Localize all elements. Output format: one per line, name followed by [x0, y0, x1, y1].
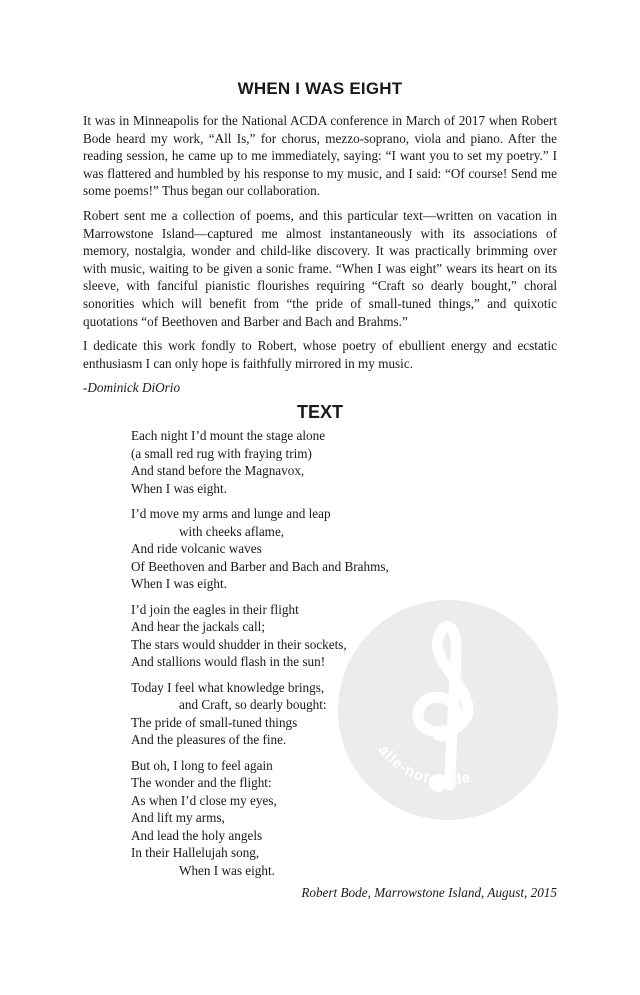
poem-line: Today I feel what knowledge brings, [131, 679, 325, 695]
poem-line: The stars would shudder in their sockets, [131, 636, 347, 652]
poem-stanza [131, 757, 471, 880]
page-title: WHEN I WAS EIGHT [237, 79, 403, 98]
poem-line: I’d move my arms and lunge and leap [131, 506, 331, 521]
poem-line: with cheeks aflame, [179, 523, 285, 539]
poem-stanza [131, 601, 471, 671]
poem-line: But oh, I long to feel again [131, 757, 273, 773]
poem-line: and Craft, so dearly bought: [179, 697, 327, 712]
intro-paragraph: Robert sent me a collection of poems, and this particular text—written on vacation in Marrowstone Island—captured me almost instantaneously with its associations of memory, nostalgia, wonder and child-like discovery. It was practically brimming over with music, waiting to be given a sonic frame. “When I was eight” wears its heart on its sleeve, with fanciful pianistic flourishes requiring “Craft so dearly bought,” choral sonorities which will benefit from “the pride of small-tuned things,” and quixotic quotations “of Beethoven and Barber and Bach and Brahms.” [83, 207, 557, 329]
poem-line: And lift my arms, [131, 810, 225, 825]
composer-signature: -Dominick DiOrio [83, 380, 181, 396]
poem-attribution: Robert Bode, Marrowstone Island, August, 2015 [301, 885, 557, 900]
poem-line: And ride volcanic waves [131, 541, 262, 556]
poem-line: The pride of small-tuned things [131, 714, 298, 730]
poem-line: And stand before the Magnavox, [131, 463, 305, 478]
intro-section [83, 112, 557, 404]
poem-line: I’d join the eagles in their flight [131, 601, 299, 617]
intro-paragraph: I dedicate this work fondly to Robert, whose poetry of ebullient energy and ecstatic enthusiasm I can only hope is faithfully mirrored in my music. [83, 338, 557, 371]
poem-line: Of Beethoven and Barber and Bach and Brahms, [131, 558, 389, 574]
poem-line: As when I’d close my eyes, [131, 792, 277, 808]
poem [131, 427, 471, 887]
poem-line: And lead the holy angels [131, 827, 263, 843]
poem-line: And stallions would flash in the sun! [131, 654, 326, 669]
poem-line: And hear the jackals call; [131, 619, 266, 634]
poem-line: The wonder and the flight: [131, 775, 272, 790]
poem-line: When I was eight. [131, 480, 227, 496]
poem-line: When I was eight. [131, 576, 227, 591]
poem-line: When I was eight. [179, 862, 275, 878]
text-heading: TEXT [296, 402, 343, 422]
intro-paragraph: It was in Minneapolis for the National ACDA conference in March of 2017 when Robert Bode heard my work, “All Is,” for chorus, mezzo-soprano, viola and piano. After the reading session, he came up to me immediately, saying: “I want you to set my poetry.” I was flattered and humbled by his response to my music, and I said: “Of course! Send me some poems!” Thus began our collaboration. [83, 113, 557, 199]
poem-line: (a small red rug with fraying trim) [131, 445, 312, 461]
watermark-text: alle-noten.de [374, 741, 473, 790]
poem-line: Each night I’d mount the stage alone [131, 428, 326, 443]
poem-line: And the pleasures of the fine. [131, 732, 287, 747]
poem-stanza [131, 427, 471, 497]
poem-line: In their Hallelujah song, [131, 845, 260, 860]
poem-stanza [131, 505, 471, 593]
poem-stanza [131, 679, 471, 749]
